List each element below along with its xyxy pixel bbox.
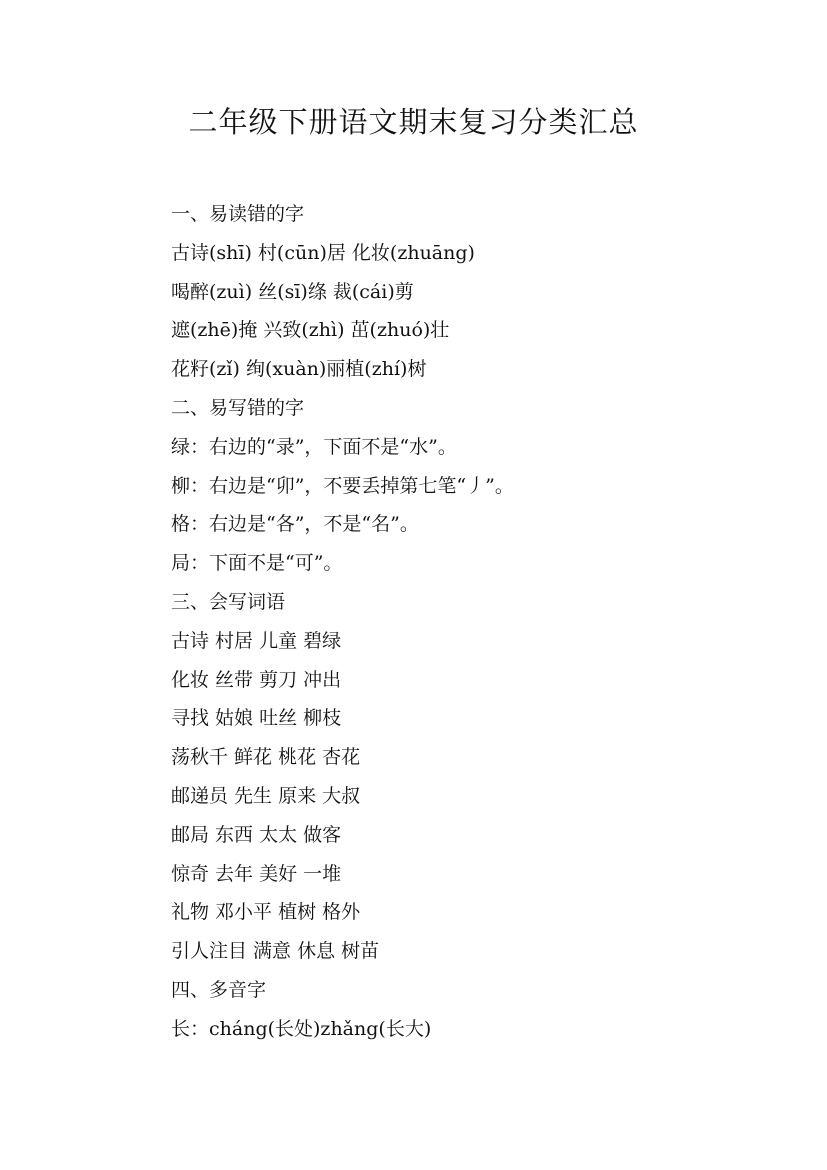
text-line: 礼物 邓小平 植树 格外 [171,901,361,924]
text-line: 遮(zhē)掩 兴致(zhì) 茁(zhuó)壮 [171,319,450,342]
text-line: 柳：右边是“卯”，不要丢掉第七笔“丿”。 [171,474,514,497]
text-line: 邮局 东西 太太 做客 [171,823,342,846]
text-line: 寻找 姑娘 吐丝 柳枝 [171,707,342,730]
text-line: 荡秋千 鲜花 桃花 杏花 [171,746,361,769]
text-line: 局：下面不是“可”。 [171,552,343,575]
text-line: 绿：右边的“录”，下面不是“水”。 [171,435,457,458]
text-line: 古诗 村居 儿童 碧绿 [171,629,342,652]
text-line: 古诗(shī) 村(cūn)居 化妆(zhuāng) [171,241,475,264]
section-heading-polyphonic: 四、多音字 [171,978,267,1001]
text-line: 长：cháng(长处)zhǎng(长大) [171,1017,432,1040]
section-heading-easy-to-misread: 一、易读错的字 [171,203,305,225]
text-line: 格：右边是“各”，不是“名”。 [171,513,419,536]
text-line: 惊奇 去年 美好 一堆 [171,862,342,885]
text-line: 喝醉(zuì) 丝(sī)绦 裁(cái)剪 [171,280,414,303]
text-line: 化妆 丝带 剪刀 冲出 [171,668,342,691]
text-line: 引人注目 满意 休息 树苗 [171,940,380,963]
document-body [171,195,791,1049]
document-title: 二年级下册语文期末复习分类汇总 [188,105,639,139]
section-heading-vocabulary: 三、会写词语 [171,590,286,613]
section-heading-easy-to-miswrite: 二、易写错的字 [171,396,305,419]
text-line: 邮递员 先生 原来 大叔 [171,784,361,807]
text-line: 花籽(zǐ) 绚(xuàn)丽植(zhí)树 [171,358,427,381]
